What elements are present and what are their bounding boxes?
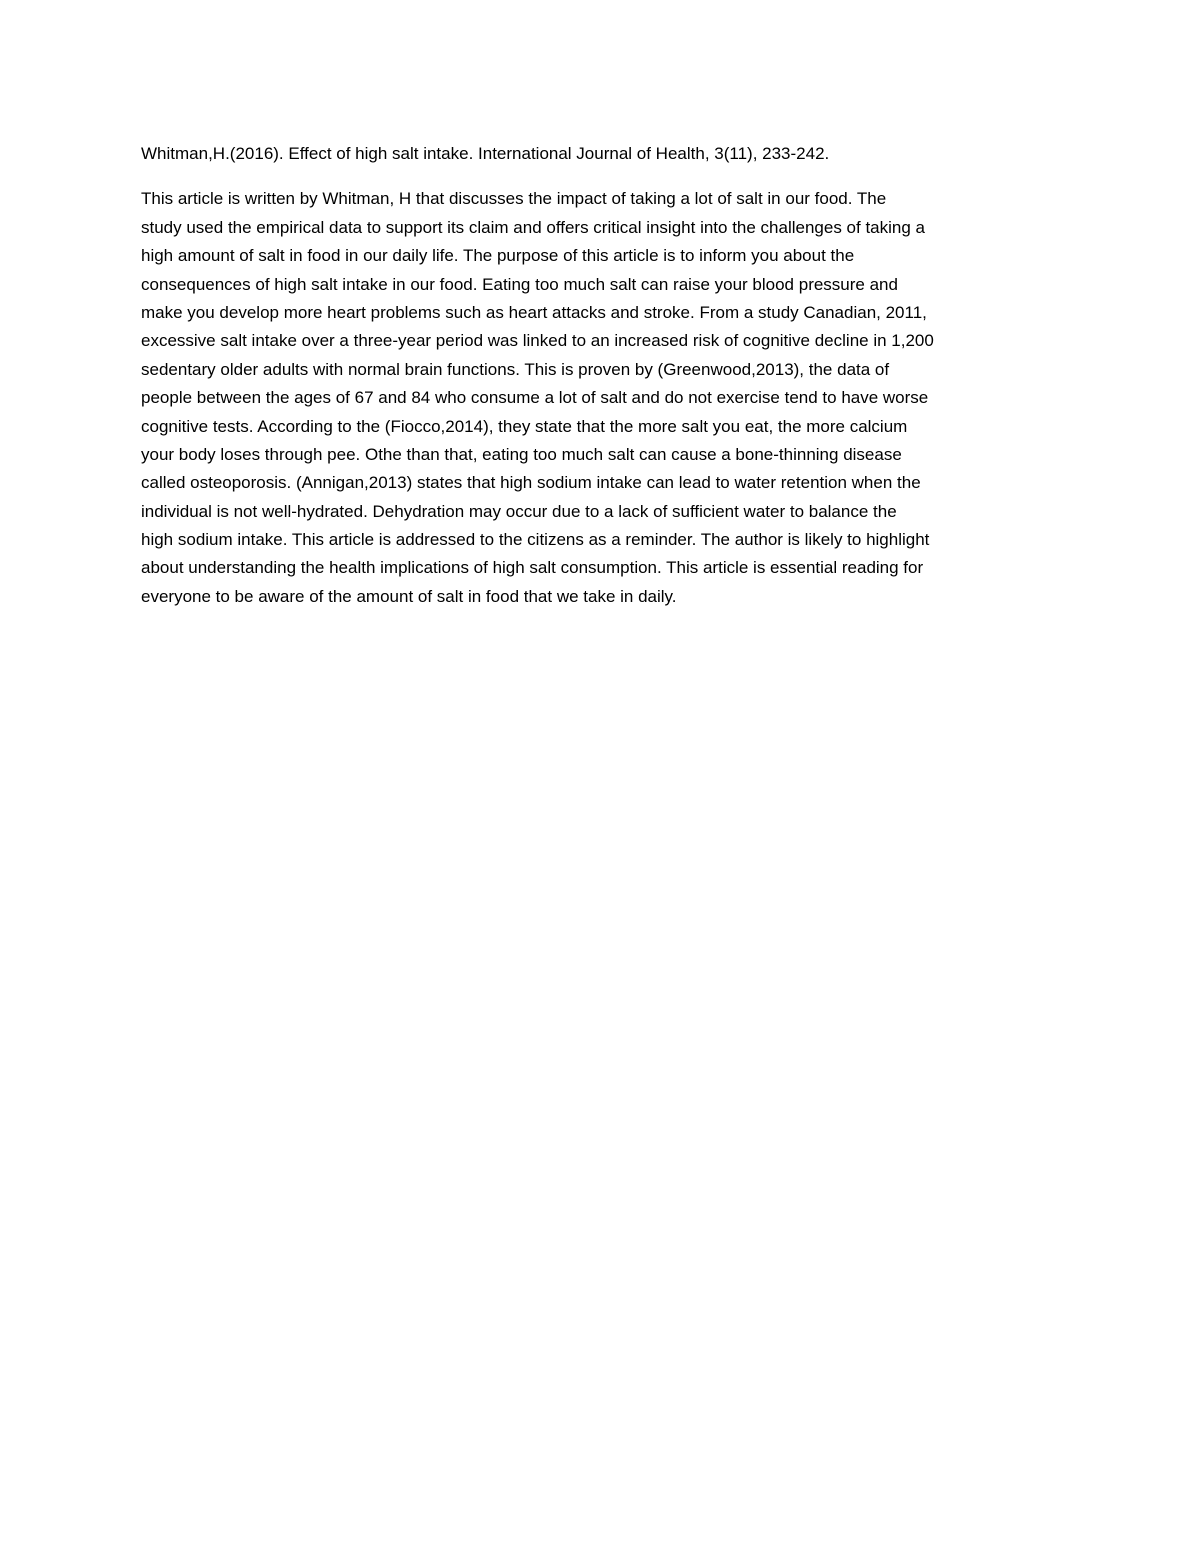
paragraph-line: This article is written by Whitman, H that discusses the impact of taking a lot of salt in our food. The: [141, 189, 887, 209]
citation: Whitman,H.(2016). Effect of high salt intake. International Journal of Health, 3(11), 233-242.: [141, 144, 830, 163]
paragraph-line: your body loses through pee. Othe than that, eating too much salt can cause a bone-thinning disease: [141, 444, 902, 464]
paragraph-line: called osteoporosis. (Annigan,2013) states that high sodium intake can lead to water retention when the: [141, 473, 921, 493]
paragraph-line: high amount of salt in food in our daily life. The purpose of this article is to inform you about the: [141, 246, 855, 266]
summary-paragraph: [141, 185, 1061, 611]
paragraph-line: sedentary older adults with normal brain functions. This is proven by (Greenwood,2013), the data of: [141, 359, 890, 379]
paragraph-line: cognitive tests. According to the (Fiocco,2014), they state that the more salt you eat, the more calcium: [141, 416, 908, 436]
paragraph-line: make you develop more heart problems such as heart attacks and stroke. From a study Canadian, 2011,: [141, 302, 927, 322]
paragraph-line: high sodium intake. This article is addressed to the citizens as a reminder. The author is likely to highlight: [141, 530, 930, 550]
paragraph-line: individual is not well-hydrated. Dehydration may occur due to a lack of sufficient water to balance the: [141, 501, 897, 521]
paragraph-line: excessive salt intake over a three-year period was linked to an increased risk of cognitive decline in 1,200: [141, 331, 934, 351]
paragraph-line: about understanding the health implications of high salt consumption. This article is essential reading for: [141, 558, 924, 578]
paragraph-line: consequences of high salt intake in our food. Eating too much salt can raise your blood pressure and: [141, 274, 898, 294]
paragraph-line: study used the empirical data to support its claim and offers critical insight into the challenges of taking a: [141, 217, 926, 237]
paragraph-line: people between the ages of 67 and 84 who consume a lot of salt and do not exercise tend to have worse: [141, 388, 929, 408]
document-body: [141, 140, 1061, 611]
paragraph-line: everyone to be aware of the amount of salt in food that we take in daily.: [141, 586, 677, 606]
